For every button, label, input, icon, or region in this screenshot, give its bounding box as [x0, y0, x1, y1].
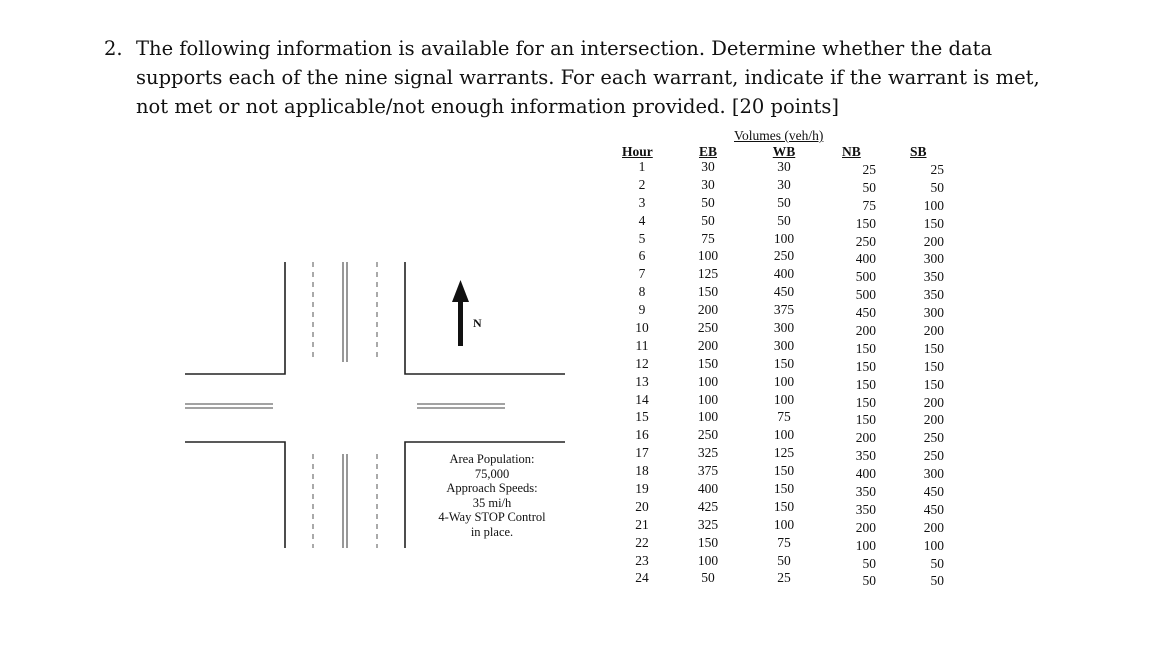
- volumes-title: Volumes (veh/h): [734, 128, 824, 143]
- ns-centerline-south: [343, 454, 347, 548]
- wb-column: [762, 145, 806, 587]
- sb-cell: 50: [930, 179, 944, 195]
- wb-cell: 150: [773, 481, 795, 497]
- wb-cell: 450: [773, 284, 795, 300]
- nb-cell: 200: [855, 323, 876, 339]
- curb-top-left: [185, 262, 285, 374]
- sb-cell: 200: [923, 233, 944, 249]
- nb-cell: 350: [855, 501, 876, 517]
- hours-cell: 6: [638, 248, 646, 264]
- eb-cell: 50: [701, 212, 715, 228]
- nb-cell: 25: [862, 162, 876, 177]
- nb-cell: 350: [855, 448, 876, 464]
- eb-cell: 400: [697, 481, 719, 497]
- lane-lines-north: [313, 262, 377, 362]
- eb-cell: 100: [697, 373, 719, 389]
- sb-header: SB: [910, 144, 927, 159]
- sb-cell: 300: [923, 251, 944, 267]
- hours-cell: 10: [635, 320, 649, 336]
- nb-cell: 250: [855, 233, 876, 249]
- hour-header: Hour: [622, 144, 653, 159]
- eb-cells: [690, 158, 726, 587]
- hours-cell: 2: [638, 176, 646, 192]
- eb-cell: 30: [701, 159, 715, 174]
- control-line1: 4-Way STOP Control: [438, 510, 546, 524]
- sb-cell: 150: [923, 340, 944, 356]
- sb-cell: 450: [923, 484, 944, 500]
- nb-cell: 500: [855, 269, 876, 285]
- hours-cell: 8: [638, 284, 646, 300]
- hours-cell: 9: [638, 302, 646, 318]
- nb-cell: 150: [855, 215, 876, 231]
- nb-cell: 100: [855, 537, 876, 553]
- ew-centerline: [185, 404, 505, 408]
- eb-cell: 100: [697, 391, 719, 407]
- hours-cell: 23: [635, 552, 649, 568]
- north-arrow-icon: [452, 280, 469, 346]
- nb-cell: 400: [855, 251, 876, 267]
- eb-cell: 100: [697, 409, 719, 425]
- hours-cell: 3: [638, 194, 646, 210]
- sb-cell: 300: [923, 466, 944, 482]
- wb-cell: 100: [773, 516, 795, 532]
- sb-cell: 150: [923, 215, 944, 231]
- wb-cell: 75: [777, 534, 791, 550]
- sb-cell: 250: [923, 448, 944, 464]
- wb-cell: 100: [773, 230, 795, 246]
- sb-cell: 200: [923, 323, 944, 339]
- sb-cell: 150: [923, 358, 944, 374]
- nb-cell: 200: [855, 430, 876, 446]
- eb-cell: 100: [697, 248, 719, 264]
- nb-cell: 150: [855, 412, 876, 428]
- hours-cell: 21: [635, 516, 649, 532]
- nb-cell: 150: [855, 394, 876, 410]
- hours-cell: 13: [635, 373, 649, 389]
- nb-cell: 150: [855, 358, 876, 374]
- eb-cell: 425: [697, 498, 719, 514]
- wb-cell: 150: [773, 355, 795, 371]
- area-population-value: 75,000: [474, 466, 510, 481]
- nb-cell: 150: [855, 376, 876, 392]
- hours-cell: 5: [638, 230, 646, 246]
- sb-cell: 350: [923, 287, 944, 303]
- approach-speeds-label: Approach Speeds:: [446, 481, 538, 495]
- hours-cell: 1: [638, 159, 646, 174]
- site-info: [418, 452, 566, 539]
- nb-cell: 75: [862, 197, 876, 213]
- nb-cell: 450: [855, 305, 876, 321]
- hour-cells: [622, 158, 662, 587]
- sb-cell: 100: [923, 537, 944, 553]
- wb-cell: 100: [773, 427, 795, 443]
- wb-cell: 400: [773, 266, 795, 282]
- eb-column: [690, 145, 726, 587]
- eb-cell: 250: [697, 320, 719, 336]
- wb-cell: 100: [773, 391, 795, 407]
- hours-cell: 11: [635, 337, 649, 353]
- nb-cell: 200: [855, 519, 876, 535]
- eb-header: EB: [698, 144, 717, 159]
- sb-cells: [906, 161, 944, 590]
- question-number: 2.: [104, 37, 123, 60]
- eb-cell: 75: [701, 230, 715, 246]
- wb-cell: 300: [773, 320, 795, 336]
- eb-cell: 50: [701, 570, 715, 586]
- nb-cells: [838, 161, 876, 590]
- wb-cell: 50: [777, 194, 791, 210]
- eb-cell: 200: [697, 337, 719, 353]
- hours-cell: 7: [638, 266, 646, 282]
- wb-cell: 30: [777, 176, 791, 192]
- eb-cell: 250: [697, 427, 719, 443]
- sb-cell: 200: [923, 394, 944, 410]
- nb-cell: 350: [855, 484, 876, 500]
- ns-centerline-north: [343, 262, 347, 362]
- eb-cell: 325: [697, 445, 719, 461]
- hours-cell: 16: [635, 427, 649, 443]
- eb-cell: 150: [697, 534, 719, 550]
- wb-cell: 250: [773, 248, 795, 264]
- wb-cell: 125: [773, 445, 795, 461]
- wb-cell: 50: [777, 212, 791, 228]
- nb-header: NB: [842, 144, 861, 159]
- wb-header: WB: [772, 144, 796, 159]
- nb-cell: 50: [862, 555, 876, 571]
- hours-cell: 12: [635, 355, 649, 371]
- hours-cell: 22: [635, 534, 649, 550]
- control-line2: in place.: [470, 524, 514, 539]
- hours-cell: 15: [635, 409, 649, 425]
- nb-cell: 50: [862, 179, 876, 195]
- wb-cells: [762, 158, 806, 587]
- eb-cell: 100: [697, 552, 719, 568]
- wb-cell: 150: [773, 498, 795, 514]
- hours-cell: 19: [635, 481, 649, 497]
- eb-cell: 200: [697, 302, 719, 318]
- wb-cell: 150: [773, 463, 795, 479]
- area-population-label: Area Population:: [449, 452, 535, 466]
- eb-cell: 325: [697, 516, 719, 532]
- hours-cell: 18: [635, 463, 649, 479]
- curb-bottom-left: [185, 442, 285, 548]
- wb-cell: 300: [773, 337, 795, 353]
- nb-cell: 150: [855, 340, 876, 356]
- sb-cell: 200: [923, 412, 944, 428]
- sb-column: [906, 145, 944, 590]
- nb-cell: 500: [855, 287, 876, 303]
- nb-cell: 400: [855, 466, 876, 482]
- approach-speeds-value: 35 mi/h: [472, 495, 512, 510]
- hours-cell: 4: [638, 212, 646, 228]
- eb-cell: 150: [697, 284, 719, 300]
- sb-cell: 25: [930, 162, 944, 177]
- wb-cell: 30: [777, 159, 791, 174]
- eb-cell: 375: [697, 463, 719, 479]
- eb-cell: 30: [701, 176, 715, 192]
- hours-cell: 17: [635, 445, 649, 461]
- hour-column: [622, 145, 662, 587]
- north-label: N: [473, 316, 482, 330]
- hours-cell: 24: [635, 570, 649, 586]
- sb-cell: 450: [923, 501, 944, 517]
- sb-cell: 250: [923, 430, 944, 446]
- wb-cell: 25: [777, 570, 791, 586]
- nb-column: [838, 145, 876, 590]
- curb-top-right: [405, 262, 565, 374]
- hours-cell: 14: [635, 391, 649, 407]
- eb-cell: 50: [701, 194, 715, 210]
- sb-cell: 300: [923, 305, 944, 321]
- eb-cell: 125: [697, 266, 719, 282]
- sb-cell: 150: [923, 376, 944, 392]
- wb-cell: 50: [777, 552, 791, 568]
- sb-cell: 100: [923, 197, 944, 213]
- question-text: The following information is available for an intersection. Determine whether the data supports each of the nine signal warrants. For each warrant, indicate if the warrant is met, not met or not applicable/not enough information provided. [20 points]: [136, 37, 1040, 118]
- wb-cell: 75: [777, 409, 791, 425]
- sb-cell: 200: [923, 519, 944, 535]
- wb-cell: 375: [773, 302, 795, 318]
- nb-cell: 50: [862, 573, 876, 589]
- wb-cell: 100: [773, 373, 795, 389]
- sb-cell: 50: [930, 573, 944, 589]
- sb-cell: 350: [923, 269, 944, 285]
- hours-cell: 20: [635, 498, 649, 514]
- lane-lines-south: [313, 454, 377, 548]
- eb-cell: 150: [697, 355, 719, 371]
- sb-cell: 50: [930, 555, 944, 571]
